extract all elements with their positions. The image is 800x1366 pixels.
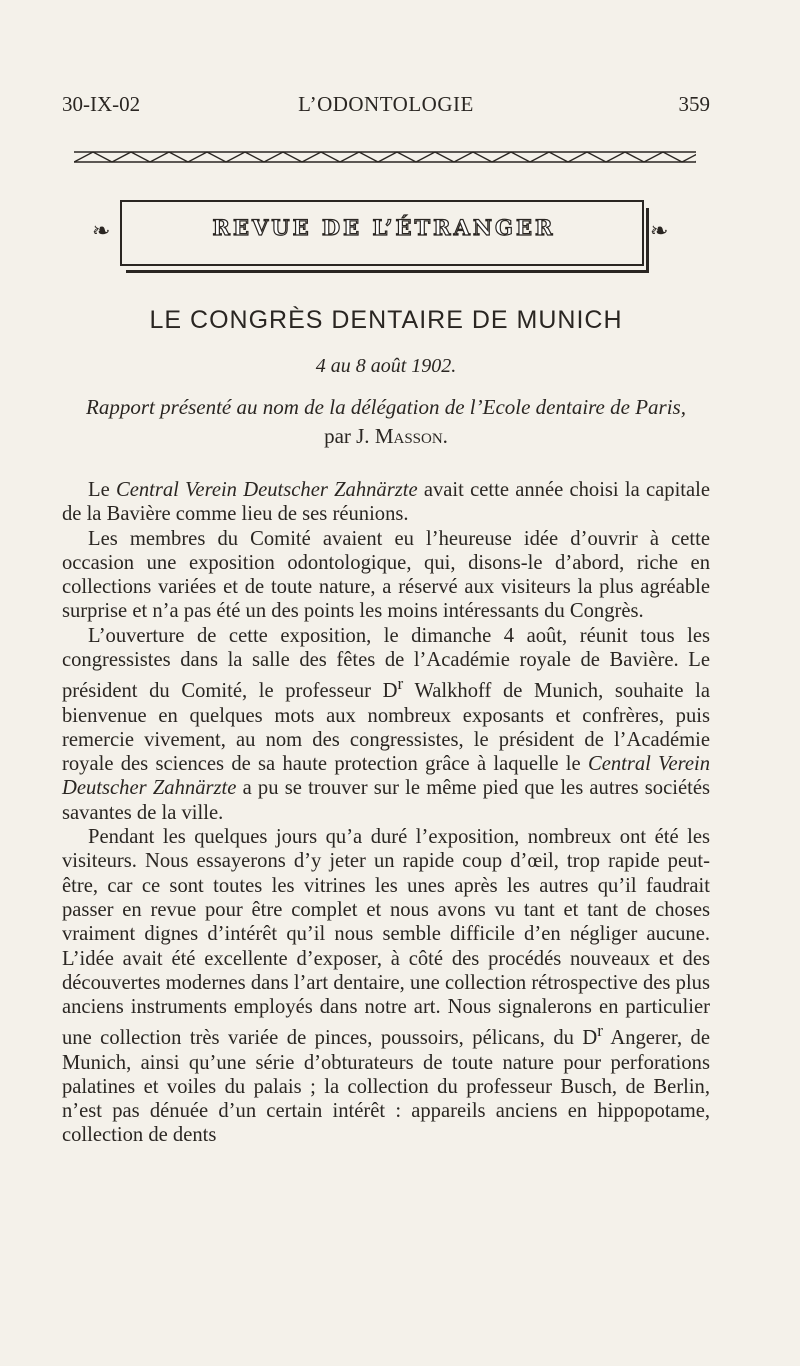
article-title: LE CONGRÈS DENTAIRE DE MUNICH bbox=[149, 306, 623, 334]
text-run: avait cette année choisi la capitale de la Bavière comme lieu de ses réunions. bbox=[62, 479, 711, 526]
report-attribution bbox=[62, 393, 710, 451]
society-name: Central Verein Deutscher Zahnärzte bbox=[62, 753, 710, 800]
text-run: L’ouverture de cette exposition, le dimanche 4 août, réunit tous les congressistes dans la salle des fêtes de l’Académie royale de Bavière. Le président du Comité, le professeur D bbox=[62, 624, 710, 703]
text-run: Walkhoff de Munich, souhaite la bienvenue en quelques mots aux nombreux exposants et confrères, puis remercie vivement, au nom des congressistes, le président de l’Académie royale des sciences de sa haute protection grâce à laquelle le bbox=[62, 680, 710, 776]
article-dates: 4 au 8 août 1902. bbox=[315, 355, 457, 377]
section-title: REVUE DE L’ÉTRANGER bbox=[212, 215, 556, 240]
text-run: Pendant les quelques jours qu’a duré l’exposition, nombreux ont été les visiteurs. Nous essayerons d’y jeter un rapide coup d’œil, trop rapide peut-être, car ce sont toutes les vitrines les unes après les autres qu’il faudrait passer en revue pour être complet et nous avons vu tant et tant de choses vraiment dignes d’intérêt qu’il nous semble difficile d’en négliger aucune. L’idée avait été excellente d’exposer, à côté des procédés nouveaux et des découvertes modernes dans l’art dentaire, une collection rétrospective des plus anciens instruments employés dans notre art. Nous signalerons en particulier une collection très variée de pinces, poussoirs, pélicans, du D bbox=[62, 826, 710, 1050]
paragraph-3 bbox=[62, 624, 710, 825]
page-number: 359 bbox=[678, 92, 710, 116]
superscript: r bbox=[597, 1021, 603, 1041]
ornamental-rule bbox=[74, 148, 696, 166]
fleuron-right-icon: ❧ bbox=[650, 218, 669, 243]
zigzag-pattern bbox=[74, 152, 696, 162]
paragraph-2: Les membres du Comité avaient eu l’heureuse idée d’ouvrir à cette occasion une exposition odontologique, qui, disons-le d’abord, riche en collections variées et de toute nature, a réservé aux visiteurs la plus agréable surprise et n’a pas été un des points les moins intéressants du Congrès. bbox=[62, 527, 710, 623]
running-head bbox=[62, 92, 710, 122]
paragraph-4 bbox=[62, 825, 710, 1148]
report-description: Rapport présenté au nom de la délégation de l’Ecole dentaire de Paris, bbox=[86, 395, 686, 419]
fleuron-left-icon: ❧ bbox=[92, 218, 111, 243]
section-heading-box bbox=[120, 200, 648, 270]
text-run: Le bbox=[88, 479, 116, 501]
journal-title: L’ODONTOLOGIE bbox=[298, 92, 474, 116]
superscript: r bbox=[397, 674, 404, 694]
text-run: a pu se trouver sur le même pied que les autres sociétés savantes de la ville. bbox=[62, 777, 710, 824]
text-run: Angerer, de Munich, ainsi qu’une série d’obturateurs de toute nature pour perforations palatines et voiles du palais ; la collection du professeur Busch, de Berlin, n’est pas dénuée d’un certain intérêt : appareils anciens en hippopotame, collection de dents bbox=[62, 1027, 710, 1147]
article-body bbox=[62, 478, 710, 1148]
report-by: par J. bbox=[324, 424, 370, 448]
report-author: Masson. bbox=[374, 424, 448, 448]
issue-date: 30-IX-02 bbox=[62, 92, 141, 116]
society-name: Central Verein Deutscher Zahnärzte bbox=[115, 479, 418, 501]
paragraph-1 bbox=[62, 478, 710, 527]
